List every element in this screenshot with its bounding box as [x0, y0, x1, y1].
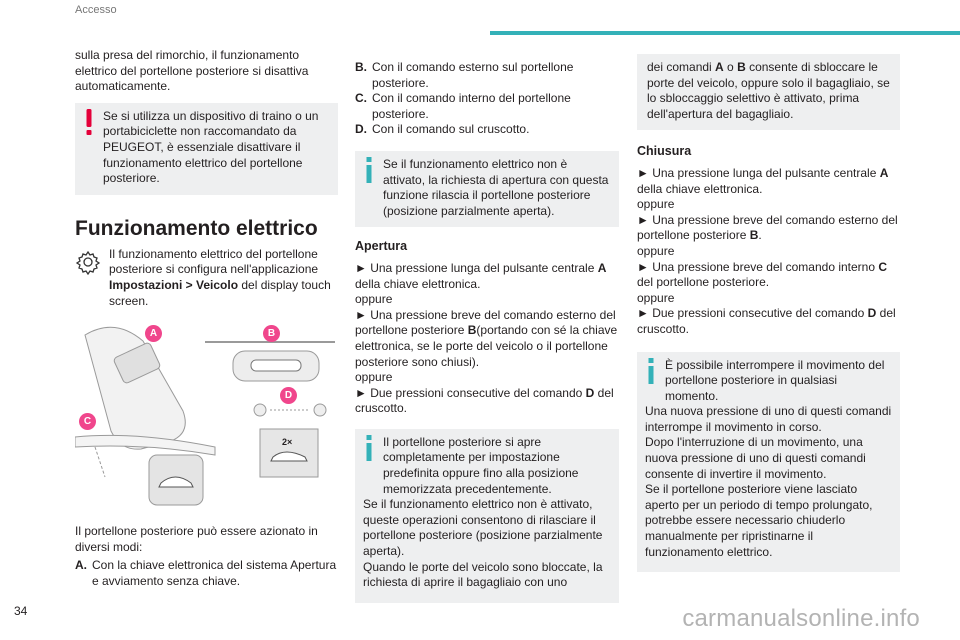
info-icon — [645, 357, 657, 385]
info-box-1 — [355, 151, 619, 227]
label-A: A — [145, 325, 162, 342]
operate-text: Il portellone posteriore può essere azionato in diversi modi: — [75, 524, 318, 554]
column-2 — [355, 60, 619, 603]
info-icon — [363, 434, 375, 462]
or-text: oppure — [355, 370, 393, 385]
step-text: (portando con sé la chiave elettronica, se le porte del veicolo o il portellone posteriore sono chiusi). — [355, 323, 618, 369]
box-text: consente di sbloccare le porte del veicolo, oppure solo il bagagliaio, se lo sbloccaggio selettivo è attivato, prima dell'apertura del bagagliaio. — [647, 60, 890, 121]
step-text: ► Una pressione breve del comando esterno del portellone posteriore — [355, 307, 616, 338]
settings-text-pre: Il funzionamento elettrico del portellone posteriore si configura nell'applicazione — [109, 246, 319, 277]
info-text: Se il funzionamento elettrico non è attivato, la richiesta di apertura con questa funzione rilascia il portellone posteriore (posizione parzialmente aperta). — [383, 156, 609, 218]
list-item-C — [355, 91, 619, 122]
or-text: oppure — [637, 290, 675, 305]
heading-chiusura: Chiusura — [637, 144, 692, 159]
list-text: Con il comando esterno sul portellone posteriore. — [372, 60, 574, 90]
continued-box — [637, 54, 900, 130]
step-key: A — [879, 165, 889, 180]
settings-text-post: del display touch screen. — [109, 277, 331, 308]
step-text: della chiave elettronica. — [637, 181, 763, 196]
or-text: oppure — [637, 243, 675, 258]
settings-path: Impostazioni > Veicolo — [109, 277, 239, 292]
tailgate-controls-figure — [75, 317, 338, 512]
step-text: ► Una pressione lunga del pulsante centrale — [355, 260, 598, 275]
step-text: . — [758, 228, 762, 243]
list-item-B — [355, 60, 619, 91]
step-key: D — [867, 306, 877, 321]
info-text: Una nuova pressione di uno di questi comandi interrompe il movimento in corso. — [645, 404, 892, 434]
warning-text: Se si utilizza un dispositivo di traino o un portabiciclette non raccomandato da PEUGEOT, è essenziale disattivare il funzionamento elettrico del portellone posteriore. — [103, 108, 319, 186]
step-text: del portellone posteriore. — [637, 275, 770, 290]
step-key: A — [597, 260, 607, 275]
info-box-2 — [355, 429, 619, 603]
list-key: B. — [355, 60, 367, 74]
info-text: È possibile interrompere il movimento del portellone posteriore in qualsiasi momento. — [665, 357, 885, 403]
figure-illustration — [75, 317, 338, 512]
box-key: B — [737, 60, 746, 74]
info-icon — [363, 156, 375, 184]
settings-note — [75, 247, 338, 309]
step-text: del cruscotto. — [637, 306, 896, 336]
box-text: o — [723, 60, 738, 74]
header-accent-bar — [490, 31, 960, 35]
step-text: ► Una pressione lunga del pulsante centrale — [637, 165, 880, 180]
step-text: ► Due pressioni consecutive del comando — [355, 385, 586, 400]
label-B: B — [263, 325, 280, 342]
step-text: della chiave elettronica. — [355, 276, 481, 291]
list-text: Con la chiave elettronica del sistema Apertura e avviamento senza chiave. — [92, 558, 337, 588]
step-text: ► Due pressioni consecutive del comando — [637, 306, 868, 321]
watermark: carmanualsonline.info — [682, 605, 920, 632]
step-key: B — [749, 228, 759, 243]
section-header: Accesso — [75, 4, 117, 16]
gear-icon — [75, 249, 101, 275]
info-text: Se il funzionamento elettrico non è attivato, queste operazioni consentono di rilasciare il portellone posteriore (posizione parzialmente aperta). — [363, 497, 603, 559]
list-key: A. — [75, 558, 87, 573]
step-key: B — [467, 323, 477, 338]
list-item-A — [75, 558, 338, 589]
list-text: Con il comando interno del portellone posteriore. — [372, 91, 571, 121]
info-text: Quando le porte del veicolo sono bloccate, la richiesta di aprire il bagagliaio con uno — [363, 559, 603, 590]
intro-text: sulla presa del rimorchio, il funzionamento elettrico del portellone posteriore si disattiva automaticamente. — [75, 48, 309, 94]
page-number: 34 — [14, 604, 28, 618]
box-key: A — [715, 60, 724, 74]
or-text: oppure — [355, 292, 393, 307]
step-key: C — [878, 259, 888, 274]
column-1 — [75, 48, 338, 590]
or-text: oppure — [637, 197, 675, 212]
label-D: D — [280, 387, 297, 404]
step-key: D — [585, 385, 595, 400]
step-text: ► Una pressione breve del comando interno — [637, 259, 879, 274]
info-text: Se il portellone posteriore viene lasciato aperto per un periodo di tempo prolungato, potrebbe essere necessario chiuderlo manualmente per ripristinarne il funzionamento elettrico. — [645, 482, 873, 559]
list-key: C. — [355, 91, 367, 106]
list-item-D — [355, 122, 619, 138]
box-text: dei comandi — [647, 60, 716, 74]
info-text: Il portellone posteriore si apre completamente per impostazione predefinita oppure fino alla posizione memorizzata precedentemente. — [383, 434, 579, 496]
step-text: ► Una pressione breve del comando esterno del portellone posteriore — [637, 212, 898, 243]
label-C: C — [79, 413, 96, 430]
double-press-badge: 2× — [282, 437, 293, 448]
list-text: Con il comando sul cruscotto. — [372, 122, 530, 137]
column-3 — [637, 54, 900, 572]
step-text: del cruscotto. — [355, 385, 614, 416]
list-key: D. — [355, 122, 367, 137]
info-text: Dopo l'interruzione di un movimento, una nuova pressione di uno di questi comandi consente di invertire il movimento. — [645, 435, 866, 481]
info-box-3 — [637, 352, 900, 573]
exclamation-icon — [83, 108, 95, 136]
warning-box — [75, 103, 338, 195]
section-heading: Funzionamento elettrico — [75, 216, 318, 240]
heading-apertura: Apertura — [355, 239, 408, 254]
